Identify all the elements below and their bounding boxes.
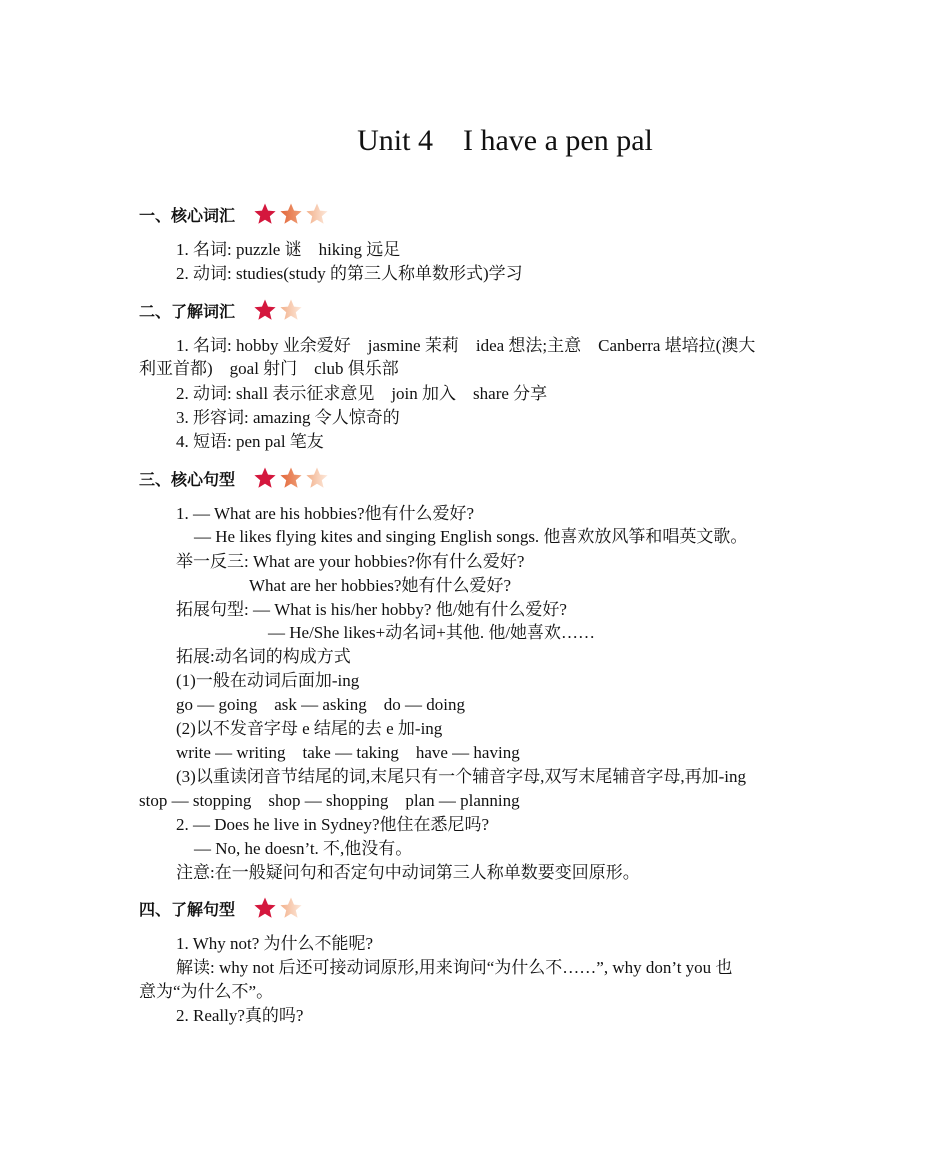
star-faded-icon [279, 896, 303, 920]
text-line: 利亚首都) goal 射门 club 俱乐部 [139, 359, 399, 378]
text-line: (1)一般在动词后面加-ing [176, 671, 360, 690]
rating-stars [253, 298, 303, 322]
text-line: 3. 形容词: amazing 令人惊奇的 [176, 408, 400, 427]
section-heading-core-sentences [139, 463, 329, 493]
star-faded-icon [305, 466, 329, 490]
star-full-icon [253, 202, 277, 226]
section-heading-extra-sentences [139, 893, 303, 923]
text-line: — He/She likes+动名词+其他. 他/她喜欢…… [268, 623, 596, 642]
text-line: 1. 名词: puzzle 谜 hiking 远足 [176, 240, 401, 259]
text-line: — He likes flying kites and singing English songs. 他喜欢放风筝和唱英文歌。 [194, 527, 748, 546]
star-faded-icon [305, 202, 329, 226]
text-line: 1. — What are his hobbies?他有什么爱好? [176, 504, 475, 523]
star-full-icon [253, 896, 277, 920]
text-line: 解读: why not 后还可接动词原形,用来询问“为什么不……”, why don’t you 也 [176, 958, 733, 977]
text-line: — No, he doesn’t. 不,他没有。 [194, 839, 413, 858]
text-line: 2. — Does he live in Sydney?他住在悉尼吗? [176, 815, 490, 834]
section-heading-core-vocabulary [139, 199, 329, 229]
text-line: write — writing take — taking have — having [176, 743, 520, 762]
star-faded-icon [279, 298, 303, 322]
text-line: (3)以重读闭音节结尾的词,末尾只有一个辅音字母,双写末尾辅音字母,再加-ing [176, 767, 746, 786]
rating-stars [253, 202, 329, 226]
page-title: Unit 4 I have a pen pal [357, 124, 653, 157]
text-line: 意为“为什么不”。 [139, 982, 274, 1001]
text-line: 注意:在一般疑问句和否定句中动词第三人称单数要变回原形。 [176, 863, 640, 882]
star-full-icon [279, 466, 303, 490]
section-heading-text: 二、了解词汇 [139, 301, 236, 321]
text-line: 1. 名词: hobby 业余爱好 jasmine 茉莉 idea 想法;主意 Canberra 堪培拉(澳大 [176, 336, 756, 355]
star-full-icon [253, 298, 277, 322]
text-line: (2)以不发音字母 e 结尾的去 e 加-ing [176, 719, 443, 738]
text-line: What are her hobbies?她有什么爱好? [249, 576, 511, 595]
rating-stars [253, 466, 329, 490]
rating-stars [253, 896, 303, 920]
text-line: 2. 动词: shall 表示征求意见 join 加入 share 分享 [176, 384, 548, 403]
section-heading-text: 三、核心句型 [139, 469, 236, 489]
section-heading-extra-vocabulary [139, 295, 303, 325]
text-line: 2. Really?真的吗? [176, 1006, 304, 1025]
text-line: 2. 动词: studies(study 的第三人称单数形式)学习 [176, 264, 523, 283]
text-line: 拓展句型: — What is his/her hobby? 他/她有什么爱好? [176, 600, 567, 619]
text-line: stop — stopping shop — shopping plan — planning [139, 791, 520, 810]
text-line: 4. 短语: pen pal 笔友 [176, 432, 324, 451]
text-line: 1. Why not? 为什么不能呢? [176, 934, 374, 953]
section-heading-text: 一、核心词汇 [139, 205, 236, 225]
star-full-icon [253, 466, 277, 490]
text-line: 拓展:动名词的构成方式 [176, 647, 351, 666]
text-line: go — going ask — asking do — doing [176, 695, 465, 714]
star-full-icon [279, 202, 303, 226]
text-line: 举一反三: What are your hobbies?你有什么爱好? [176, 552, 525, 571]
section-heading-text: 四、了解句型 [139, 899, 236, 919]
